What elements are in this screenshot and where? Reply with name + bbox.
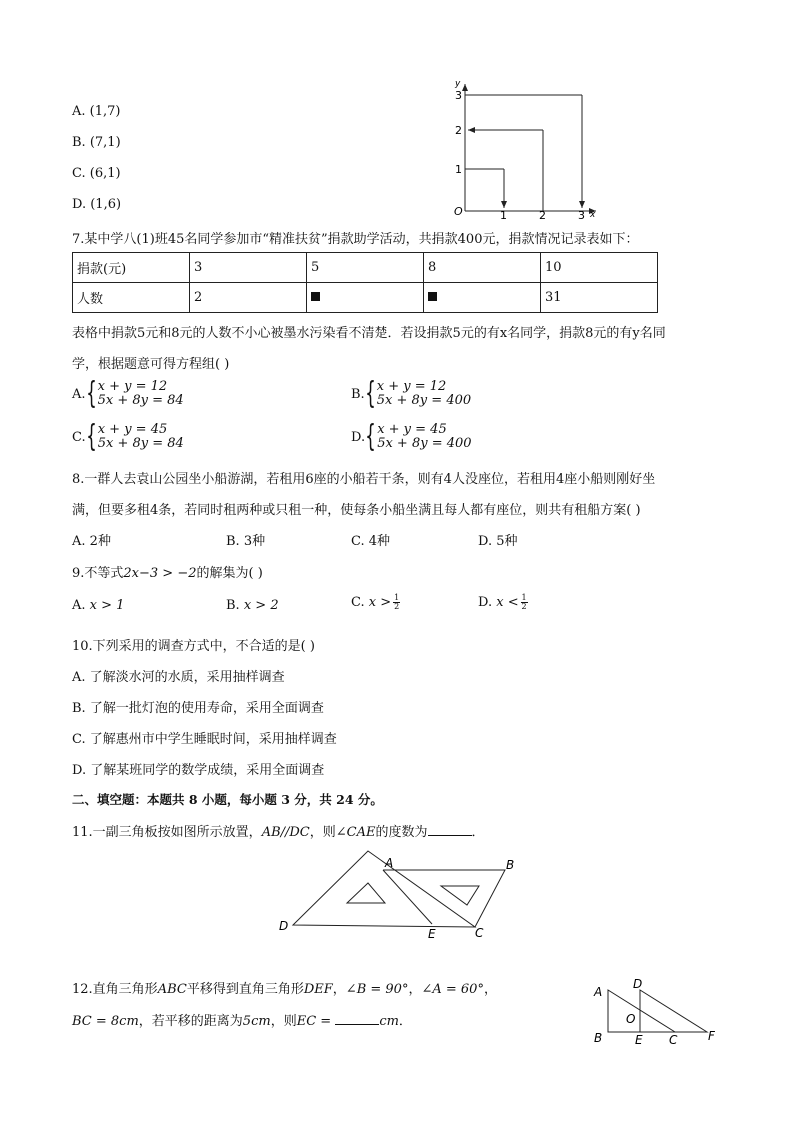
q9-option-c [351,594,400,611]
equation-system [377,380,471,408]
q7-description-1: 表格中捐款5元和8元的人数不小心被墨水污染看不清楚．若设捐款5元的有x名同学，捐款8元的有y名同 [72,326,666,341]
fraction [521,594,528,611]
q6-option-b [72,135,121,150]
table-cell: 2 [190,283,307,313]
option-text: 了解某班同学的数学成绩，采用全面调查 [90,763,325,778]
q6-option-d [72,197,121,212]
point-b-label: B [594,1031,603,1045]
equation-2: 5x + 8y = 400 [377,436,472,451]
table-row [73,283,658,313]
set-square-small [383,870,505,927]
point-e-label: E [635,1033,643,1047]
stem-text: 11.一副三角板按如图所示放置， [72,825,262,840]
point-c-label: C [669,1033,678,1047]
q6-option-a [72,104,121,119]
answer-blank[interactable] [335,1012,379,1025]
triangle-def [640,990,707,1032]
set-square-large-inner [347,883,385,903]
math-expression: 5cm [242,1014,271,1029]
triangle-abc [608,990,675,1032]
q10-option-d [72,759,324,778]
math-expression: ∠CAE [335,825,376,840]
q8-option-d [478,530,518,549]
point-c-label: C [475,926,484,940]
q8-stem-2: 满，但要多租4条，若同时租两种或只租一种，使每条小船坐满且每人都有座位，则共有租船方案( ) [72,503,641,518]
q7-description-2: 学，根据题意可得方程组( ) [72,357,230,372]
stem-text: ， [408,982,422,997]
stem-text: 9.不等式 [72,566,124,581]
table-cell: 5 [307,253,424,283]
brace-icon: { [85,419,97,454]
y-tick-2: 2 [455,124,462,137]
equation-1: x + y = 12 [97,379,168,394]
math-expression: DEF [303,982,333,997]
q8-stem-1: 8.一群人去袁山公园坐小船游湖，若租用6座的小船若干条，则有4人没座位，若租用4座小船则刚好坐 [72,472,656,487]
x-tick-3: 3 [578,209,585,222]
table-cell: 3 [190,253,307,283]
option-text: 3种 [243,534,266,549]
option-label: A. [72,670,86,685]
option-label: B. [72,701,86,716]
option-label: C. [72,429,86,445]
q7-option-a [72,376,184,411]
segment-ae [383,870,432,924]
brace-icon: { [365,419,376,454]
math-expression: AB//DC [261,825,310,840]
fraction [393,594,400,611]
option-text: 了解一批灯泡的使用寿命，采用全面调查 [89,701,324,716]
option-label: A. [72,598,86,613]
x-tick-1: 1 [500,209,507,222]
option-text: x > 2 [243,598,279,613]
stem-text: 平移得到直角三角形 [186,982,304,997]
stem-text: ，则 [270,1014,297,1029]
option-text: 了解惠州市中学生睡眠时间，采用抽样调查 [89,732,337,747]
option-label: B. [351,386,365,402]
option-text: 2种 [89,534,111,549]
table-cell-ink-blot [424,283,541,313]
q8-option-c [351,530,390,549]
equation-1: x + y = 12 [376,379,447,394]
ink-blot-mark [311,292,320,301]
y-tick-1: 1 [455,163,462,176]
stem-text: ． [471,825,485,840]
option-label: A. [72,386,86,402]
q10-option-a [72,666,285,685]
table-cell: 捐款(元) [73,253,190,283]
equation-system [377,423,471,451]
option-label: D. [72,763,87,778]
option-label: B. [226,534,240,549]
option-label: C. [72,166,86,181]
option-label: D. [351,429,366,445]
point-a-label: A [594,985,603,999]
q6-coordinate-graph [440,76,610,224]
brace-icon: { [85,376,97,411]
q10-option-b [72,697,324,716]
option-text: 4种 [368,534,391,549]
q7-option-d [351,419,472,454]
q7-donation-table [72,252,658,313]
option-text: (1,6) [90,197,122,212]
stem-text: 的解集为( ) [196,566,263,581]
stem-text: ，若平移的距离为 [138,1014,243,1029]
equation-1: x + y = 45 [97,422,168,437]
option-label: D. [478,534,493,549]
equation-2: 5x + 8y = 84 [97,393,184,408]
math-expression: ∠B = 90° [345,982,409,997]
table-cell: 31 [541,283,658,313]
table-cell-ink-blot [307,283,424,313]
q7-option-b [351,376,472,411]
equation-1: x + y = 45 [377,422,447,437]
ink-blot-mark [428,292,437,301]
answer-blank[interactable] [428,823,472,836]
denominator: 2 [521,602,527,611]
table-row [73,253,658,283]
q8-option-a [72,530,111,549]
math-expression: EC = [296,1014,332,1029]
inequality: 2x−3 > −2 [123,566,197,581]
equation-2: 5x + 8y = 400 [376,393,472,408]
point-f-label: F [708,1029,715,1043]
option-text: (1,7) [89,104,121,119]
option-label: D. [478,595,493,610]
unit: cm [379,1014,399,1029]
option-label: C. [351,534,365,549]
q12-stem-1 [72,978,497,997]
point-o-label: O [626,1012,636,1026]
stem-text: 12.直角三角形 [72,982,158,997]
q10-option-c [72,728,337,747]
math-expression: ∠A = 60° [421,982,484,997]
denominator: 2 [394,602,400,611]
point-d-label: D [633,977,643,991]
option-text: 了解淡水河的水质，采用抽样调查 [89,670,285,685]
math-expression: ABC [157,982,187,997]
set-square-small-inner [441,886,479,905]
stem-text: ． [398,1014,412,1029]
q9-option-d [478,594,528,611]
x-axis-label: x [590,210,596,220]
q9-option-b [226,598,279,613]
option-label: A. [72,104,86,119]
table-cell: 人数 [73,283,190,313]
q9-option-a [72,598,124,613]
option-text: 5种 [496,534,518,549]
q8-option-b [226,530,265,549]
math-expression: BC = 8cm [72,1014,139,1029]
stem-text: ， [483,982,497,997]
stem-text: ，则 [309,825,336,840]
option-text: x < [496,595,519,610]
q10-stem: 10.下列采用的调查方式中，不合适的是( ) [72,639,315,654]
stem-text: 的度数为 [375,825,428,840]
q9-stem [72,562,263,581]
option-label: C. [351,595,365,610]
point-b-label: B [506,858,515,872]
point-d-label: D [279,919,289,933]
equation-2: 5x + 8y = 84 [97,436,184,451]
q11-stem [72,821,485,840]
option-label: B. [226,598,240,613]
stem-text: ， [332,982,346,997]
table-cell: 8 [424,253,541,283]
equation-system [98,423,184,451]
q7-option-c [72,419,184,454]
q7-stem: 7.某中学八(1)班45名同学参加市“精准扶贫”捐款助学活动，共捐款400元，捐款情况记录表如下： [72,232,639,247]
option-label: C. [72,732,86,747]
set-square-large [293,851,475,927]
point-e-label: E [428,927,436,941]
q11-set-square-figure [275,848,525,943]
option-label: D. [72,197,87,212]
option-text: (6,1) [89,166,121,181]
equation-system [98,380,184,408]
numerator: 1 [521,593,527,602]
brace-icon: { [364,376,376,411]
table-cell: 10 [541,253,658,283]
option-text: x > [368,595,392,610]
x-tick-2: 2 [539,209,546,222]
option-text: (7,1) [89,135,121,150]
q6-option-c [72,166,121,181]
option-label: B. [72,135,86,150]
option-label: A. [72,534,86,549]
origin-label: O [454,205,463,218]
y-tick-3: 3 [455,89,462,102]
y-axis-label: y [455,79,461,89]
section-heading: 二、填空题：本题共 8 小题，每小题 3 分，共 24 分。 [72,792,383,807]
point-a-label: A [385,856,394,870]
option-text: x > 1 [89,598,125,613]
q12-translation-figure [590,976,725,1048]
numerator: 1 [394,593,400,602]
q12-stem-2 [72,1010,412,1029]
